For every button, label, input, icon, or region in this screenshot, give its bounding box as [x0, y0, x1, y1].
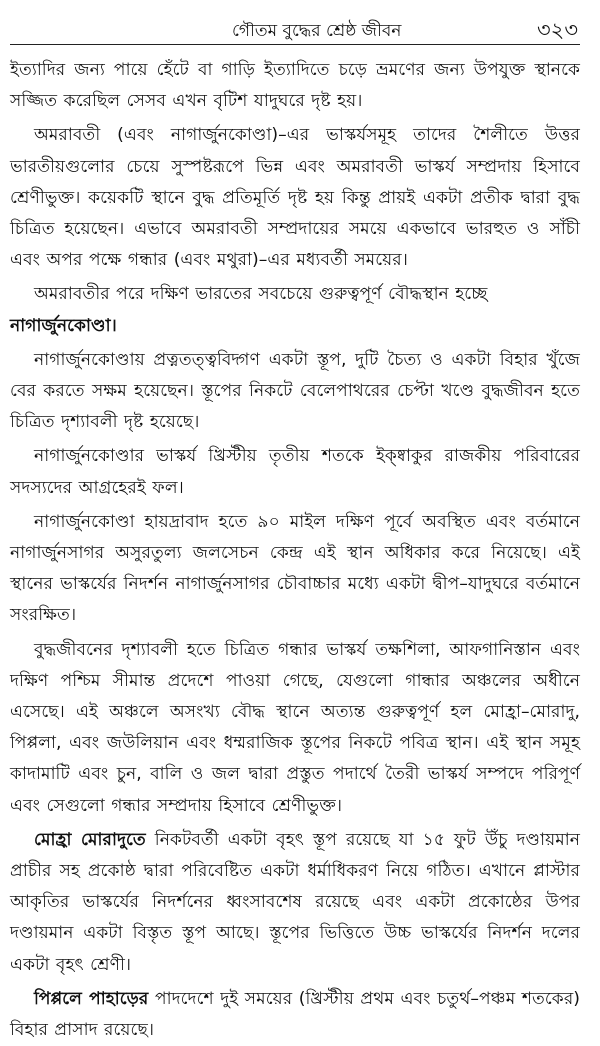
running-title: গৌতম বুদ্ধের শ্রেষ্ঠ জীবন	[232, 21, 402, 41]
paragraph	[10, 507, 580, 632]
paragraph-text: নিকটবর্তী একটা বৃহৎ স্তূপ রয়েছে যা ১৫ ফুট উঁচু দণ্ডায়মান প্রাচীর সহ প্রকোষ্ঠ দ্বারা পরিবেষ্টিত একটা ধর্মাধিকরণ নিয়ে গঠিত। এখানে প্লাস্টার আকৃতির ভাস্কর্যের নিদর্শনের ধ্বংসাবশেষ রয়েছে এবং একটা প্রকোষ্ঠের উপর দণ্ডায়মান একটা বিস্তৃত স্তূপ আছে। স্তূপের ভিত্তিতে উচ্চ ভাস্কর্যের নিদর্শন দলের একটা বৃহৎ শ্রেণী।	[10, 829, 580, 975]
paragraph-text: নাগার্জুনকোণ্ডায় প্রত্নতত্ত্ববিদ্গণ একটা স্তূপ, দুটি চৈত্য ও একটা বিহার খুঁজে বের করতে সক্ষম হয়েছেন। স্তূপের নিকটে বেলেপাথরের চেপ্টা খণ্ডে বুদ্ধজীবন হতে চিত্রিত দৃশ্যাবলী দৃষ্ট হয়েছে।	[10, 349, 580, 433]
section-heading	[10, 311, 580, 342]
paragraph	[10, 55, 580, 117]
paragraph	[10, 441, 580, 503]
paragraph-text: বুদ্ধজীবনের দৃশ্যাবলী হতে চিত্রিত গন্ধার ভাস্কর্য তক্ষশিলা, আফগানিস্তান এবং দক্ষিণ পশ্চিম সীমান্ত প্রদেশে পাওয়া গেছে, যেগুলো গান্ধার অঞ্চলের অধীনে এসেছে। এই অঞ্চলে অসংখ্য বৌদ্ধ স্থানে অত্যন্ত গুরুত্বপূর্ণ হল মোহ্রা–মোরাদু, পিপ্পলা, এবং জউলিয়ান এবং ধম্মরাজিক স্তূপের নিকটে পবিত্র স্থান। এই স্থান সমূহ কাদামাটি এবং চুন, বালি ও জল দ্বারা প্রস্তুত পদার্থে তৈরী ভাস্কর্য সম্পদে পরিপূর্ণ এবং সেগুলো গন্ধার সম্প্রদায় হিসাবে শ্রেণীভুক্ত।	[10, 639, 580, 816]
heading-text: নাগার্জুনকোণ্ডা।	[10, 315, 117, 336]
paragraph	[10, 984, 580, 1046]
paragraph-text: অমরাবতীর পরে দক্ষিণ ভারতের সবচেয়ে গুরুত্বপূর্ণ বৌদ্ধস্থান হচ্ছে	[34, 284, 488, 305]
paragraph	[10, 635, 580, 822]
paragraph-text: অমরাবতী (এবং নাগার্জুনকোণ্ডা)–এর ভাস্কর্যসমূহ তাদের শৈলীতে উত্তর ভারতীয়গুলোর চেয়ে সুস্পষ্টরূপে ভিন্ন এবং অমরাবতী ভাস্কর্য সম্প্রদায় হিসাবে শ্রেণীভুক্ত। কয়েকটি স্থানে বুদ্ধ প্রতিমূর্তি দৃষ্ট হয় কিন্তু প্রায়ই একটা প্রতীক দ্বারা বুদ্ধ চিত্রিত হয়েছেন। এভাবে অমরাবতী সম্প্রদায়ের সময়ে একভাবে ভারহুত ও সাঁচী এবং অপর পক্ষে গন্ধার (এবং মথুরা)–এর মধ্যবর্তী সময়ের।	[10, 125, 580, 271]
page-body	[10, 55, 580, 1046]
paragraph-text: নাগার্জুনকোণ্ডা হায়দ্রাবাদ হতে ৯০ মাইল দক্ষিণ পূর্বে অবস্থিত এবং বর্তমানে নাগার্জুনসাগর অসুরতুল্য জলসেচন কেন্দ্র এই স্থান অধিকার করে নিয়েছে। এই স্থানের ভাস্কর্যের নিদর্শন নাগার্জুনসাগর চৌবাচ্চার মধ্যে একটা দ্বীপ–যাদুঘরে বর্তমানে সংরক্ষিত।	[10, 511, 580, 626]
paragraph	[10, 345, 580, 439]
paragraph	[10, 825, 580, 981]
paragraph	[10, 120, 580, 276]
paragraph-text: পাদদেশে দুই সময়ের (খ্রিস্টীয় প্রথম এবং চতুর্থ–পঞ্চম শতকের) বিহার প্রাসাদ রয়েছে।	[10, 988, 580, 1041]
paragraph	[10, 279, 580, 310]
paragraph-lead: পিপ্পলে পাহাড়ের	[34, 988, 149, 1009]
paragraph-text: ইত্যাদির জন্য পায়ে হেঁটে বা গাড়ি ইত্যাদিতে চড়ে ভ্রমণের জন্য উপযুক্ত স্থানকে সজ্জিত করেছিল সেসব এখন বৃটিশ যাদুঘরে দৃষ্ট হয়।	[10, 60, 580, 112]
paragraph-lead: মোহ্রা মোরাদুতে	[34, 829, 146, 850]
page-number: ৩২৩	[537, 18, 578, 42]
page-header	[10, 14, 580, 44]
paragraph-text: নাগার্জুনকোণ্ডার ভাস্কর্য খ্রিস্টীয় তৃতীয় শতকে ইক্ষ্বাকুর রাজকীয় পরিবারের সদস্যদের আগ্রহেরই ফল।	[10, 446, 580, 498]
